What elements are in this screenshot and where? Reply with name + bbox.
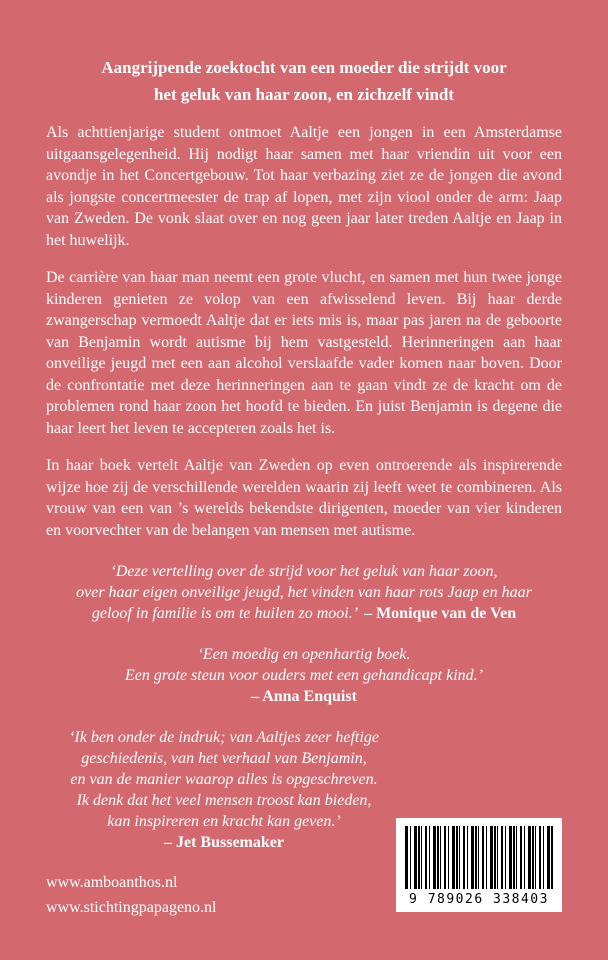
quote-line: ‘Ik ben onder de indruk; van Aaltjes zeer heftige <box>69 729 379 746</box>
tagline-line-2: het geluk van haar zoon, en zichzelf vindt <box>153 85 455 104</box>
website-stichtingpapageno: www.stichtingpapageno.nl <box>46 899 217 916</box>
quote-line: en van de manier waarop alles is opgeschreven. <box>70 771 378 788</box>
quote-line: ‘Deze vertelling over de strijd voor het geluk van haar zoon, <box>110 563 498 580</box>
synopsis-paragraph-3: In haar boek vertelt Aaltje van Zweden op even ontroerende als inspirerende wijze hoe zij de verschillende werelden waarin zij leeft weet te combineren. Als vrouw van een van ’s werelds bekendste dirigenten, moeder van vier kinderen en voorvechter van de belangen van mensen met autisme. <box>46 457 562 539</box>
synopsis-paragraph-1: Als achttienjarige student ontmoet Aaltje een jongen in een Amsterdamse uitgaansgelegenheid. Hij nodigt haar samen met haar vriendin uit voor een avondje in het Concertgebouw. Tot haar verbazing ziet ze de jongen die avond als jongste concertmeester de trap af lopen, met zijn viool onder de arm: Jaap van Zweden. De vonk slaat over en nog geen jaar later treden Aaltje en Jaap in het huwelijk. <box>46 124 562 249</box>
publisher-websites <box>46 870 216 920</box>
synopsis <box>46 122 562 541</box>
quote-line-with-attribution <box>46 603 562 624</box>
review-quote-monique <box>46 561 562 624</box>
synopsis-paragraph-2: De carrière van haar man neemt een grote vlucht, en samen met hun twee jonge kinderen genieten ze volop van een afwisselend leven. Bij haar derde zwangerschap vermoedt Aaltje dat er iets mis is, maar pas jaren na de geboorte van Benjamin wordt autisme bij hem vastgesteld. Herinneringen aan haar onveilige jeugd met een aan alcohol verslaafde vader komen naar boven. Door de confrontatie met deze herinneringen aan te gaan vindt ze de kracht om de problemen rond haar zoon het hoofd te bieden. En juist Benjamin is degene die haar leert het leven te accepteren zoals het is. <box>46 269 562 437</box>
barcode-number: 9 789026 338403 <box>409 892 549 907</box>
quote-line: geschiedenis, van het verhaal van Benjamin, <box>81 750 367 767</box>
quote-line: Een grote steun voor ouders met een gehandicapt kind.’ <box>125 667 483 684</box>
quote-line: ‘Een moedig en openhartig boek. <box>197 646 411 663</box>
review-quote-bussemaker <box>46 727 402 853</box>
barcode-bars-icon <box>405 826 553 889</box>
quote-line: geloof in familie is om te huilen zo mooi.’ <box>91 605 359 622</box>
isbn-barcode <box>396 818 562 912</box>
tagline-line-1: Aangrijpende zoektocht van een moeder die strijdt voor <box>101 58 507 77</box>
quote-attribution: – Jet Bussemaker <box>164 834 284 851</box>
quote-line: Ik denk dat het veel mensen troost kan bieden, <box>76 792 372 809</box>
review-quote-enquist <box>46 644 562 707</box>
tagline <box>46 54 562 108</box>
quote-line: over haar eigen onveilige jeugd, het vinden van haar rots Jaap en haar <box>76 584 532 601</box>
website-amboanthos: www.amboanthos.nl <box>46 874 178 891</box>
quote-attribution: – Monique van de Ven <box>364 605 517 622</box>
quote-line: kan inspireren en kracht kan geven.’ <box>107 813 341 830</box>
quote-attribution: – Anna Enquist <box>251 688 357 705</box>
